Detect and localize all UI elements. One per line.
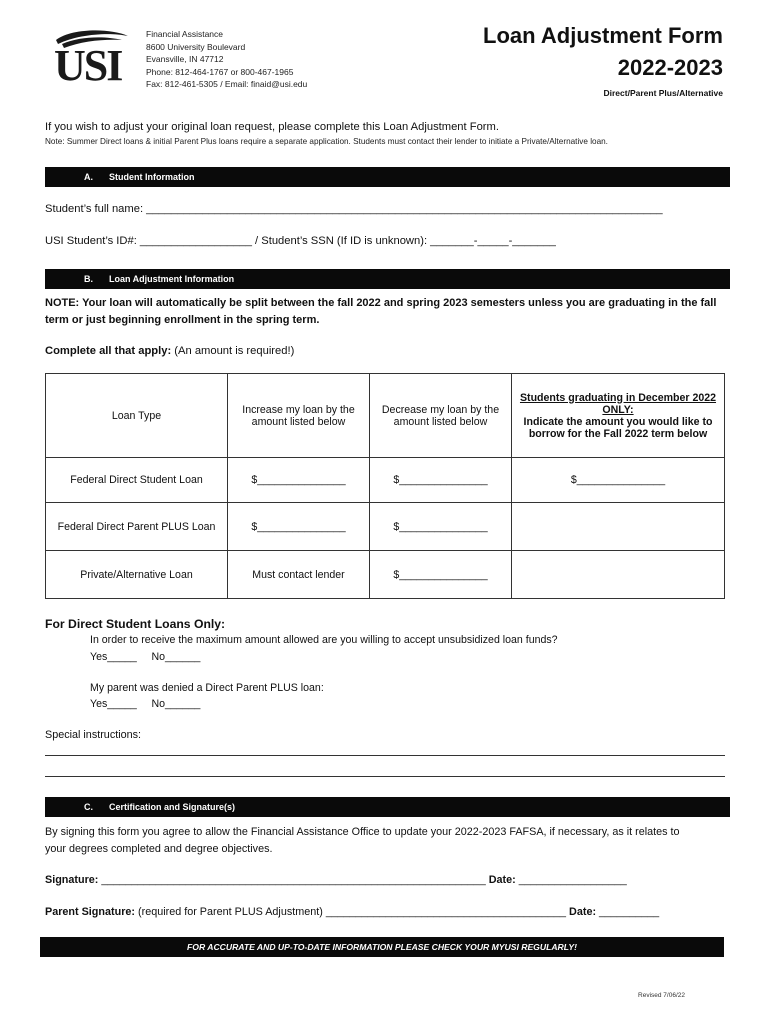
complete-rest: (An amount is required!) <box>174 345 295 357</box>
date-field[interactable]: __________________ <box>518 874 627 886</box>
logo-text: USI <box>54 41 122 90</box>
form-title: Loan Adjustment Form <box>483 23 723 48</box>
table-row <box>46 503 725 551</box>
section-c-bar <box>45 797 730 817</box>
row-increase-text: Must contact lender <box>228 551 370 599</box>
section-b-note-1: NOTE: Your loan will automatically be split between the fall 2022 and spring 2023 semesters unless you are graduating in the fall <box>45 297 717 309</box>
intro-text: If you wish to adjust your original loan request, please complete this Loan Adjustment Form. <box>45 121 499 133</box>
usi-logo <box>52 26 132 90</box>
header-decrease: Decrease my loan by the amount listed below <box>370 374 512 458</box>
row-graduating-empty <box>512 551 725 599</box>
row-increase-field[interactable]: $_______________ <box>228 503 370 551</box>
contact-line: Fax: 812-461-5305 / Email: finaid@usi.edu <box>146 79 308 90</box>
form-title-block <box>483 22 723 98</box>
certification-text-2: your degrees completed and degree objectives. <box>45 843 273 855</box>
row-loan-type: Private/Alternative Loan <box>46 551 228 599</box>
header-graduating-rest: Indicate the amount you would like to borrow for the Fall 2022 term below <box>523 415 713 440</box>
section-c-letter: C. <box>84 802 93 812</box>
intro-note: Note: Summer Direct loans & initial Parent Plus loans require a separate application. Students must contact their lender to initiate a Private/Alternative loan. <box>45 137 608 146</box>
footer-banner-text: FOR ACCURATE AND UP-TO-DATE INFORMATION PLEASE CHECK YOUR MYUSI REGULARLY! <box>187 942 577 952</box>
row-graduating-field[interactable]: $_______________ <box>512 458 725 503</box>
row-increase-field[interactable]: $_______________ <box>228 458 370 503</box>
row-decrease-field[interactable]: $_______________ <box>370 551 512 599</box>
complete-instruction <box>45 345 294 357</box>
section-a-bar <box>45 167 730 187</box>
contact-line: Financial Assistance <box>146 29 224 39</box>
signature-row <box>45 874 627 886</box>
parent-signature-label: Parent Signature: <box>45 906 135 918</box>
special-instructions-label: Special instructions: <box>45 729 142 741</box>
revised-date: Revised 7/06/22 <box>638 992 685 999</box>
contact-line: Evansville, IN 47712 <box>146 54 224 65</box>
form-subtitle: Direct/Parent Plus/Alternative <box>603 88 723 98</box>
section-b-title: Loan Adjustment Information <box>109 274 235 284</box>
section-b-note-2: term or just beginning enrollment in the spring term. <box>45 314 320 326</box>
unsub-question: In order to receive the maximum amount allowed are you willing to accept unsubsidized loan funds? <box>90 634 558 646</box>
parent-signature-field[interactable]: ________________________________________ <box>325 906 567 918</box>
parent-date-field[interactable]: __________ <box>599 906 660 918</box>
plus-denied-question: My parent was denied a Direct Parent PLUS loan: <box>90 682 324 694</box>
certification-text-1: By signing this form you agree to allow the Financial Assistance Office to update your 2022-2023 FAFSA, if necessary, as it relates to <box>45 826 680 838</box>
unsub-yes-no-field[interactable]: Yes_____ No______ <box>90 651 201 663</box>
header-loan-type: Loan Type <box>46 374 228 458</box>
parent-signature-note: (required for Parent PLUS Adjustment) <box>138 906 323 918</box>
contact-line: 8600 University Boulevard <box>146 41 246 52</box>
header-graduating <box>512 374 725 458</box>
row-graduating-empty <box>512 503 725 551</box>
parent-date-label: Date: <box>569 906 597 918</box>
section-b-letter: B. <box>84 274 93 284</box>
row-loan-type: Federal Direct Parent PLUS Loan <box>46 503 228 551</box>
section-c-title: Certification and Signature(s) <box>109 802 236 812</box>
special-instructions-line-2[interactable] <box>45 776 725 777</box>
table-row <box>46 458 725 503</box>
contact-line: Phone: 812-464-1767 or 800-467-1965 <box>146 66 294 77</box>
student-id-ssn-field[interactable]: USI Student’s ID#: __________________ / Student’s SSN (If ID is unknown): _______-_____-_______ <box>45 235 556 247</box>
row-loan-type: Federal Direct Student Loan <box>46 458 228 503</box>
section-a-letter: A. <box>84 172 93 182</box>
signature-label: Signature: <box>45 874 99 886</box>
header-increase: Increase my loan by the amount listed below <box>228 374 370 458</box>
section-a-title: Student Information <box>109 172 195 182</box>
parent-signature-row <box>45 906 659 918</box>
footer-banner <box>40 937 724 957</box>
signature-field[interactable]: ________________________________________________________________ <box>101 874 486 886</box>
loan-table <box>45 373 725 599</box>
row-decrease-field[interactable]: $_______________ <box>370 458 512 503</box>
complete-bold: Complete all that apply: <box>45 345 172 357</box>
direct-only-heading: For Direct Student Loans Only: <box>45 617 226 631</box>
student-name-field[interactable]: Student’s full name: ___________________________________________________________________________________ <box>45 203 663 215</box>
header-graduating-bold: Students graduating in December 2022 ONLY: <box>519 391 717 416</box>
contact-block <box>146 28 307 91</box>
date-label: Date: <box>488 874 516 886</box>
table-row <box>46 551 725 599</box>
row-decrease-field[interactable]: $_______________ <box>370 503 512 551</box>
section-b-bar <box>45 269 730 289</box>
special-instructions-line-1[interactable] <box>45 755 725 756</box>
plus-denied-yes-no-field[interactable]: Yes_____ No______ <box>90 698 201 710</box>
table-header-row <box>46 374 725 458</box>
form-year: 2022-2023 <box>617 55 723 80</box>
